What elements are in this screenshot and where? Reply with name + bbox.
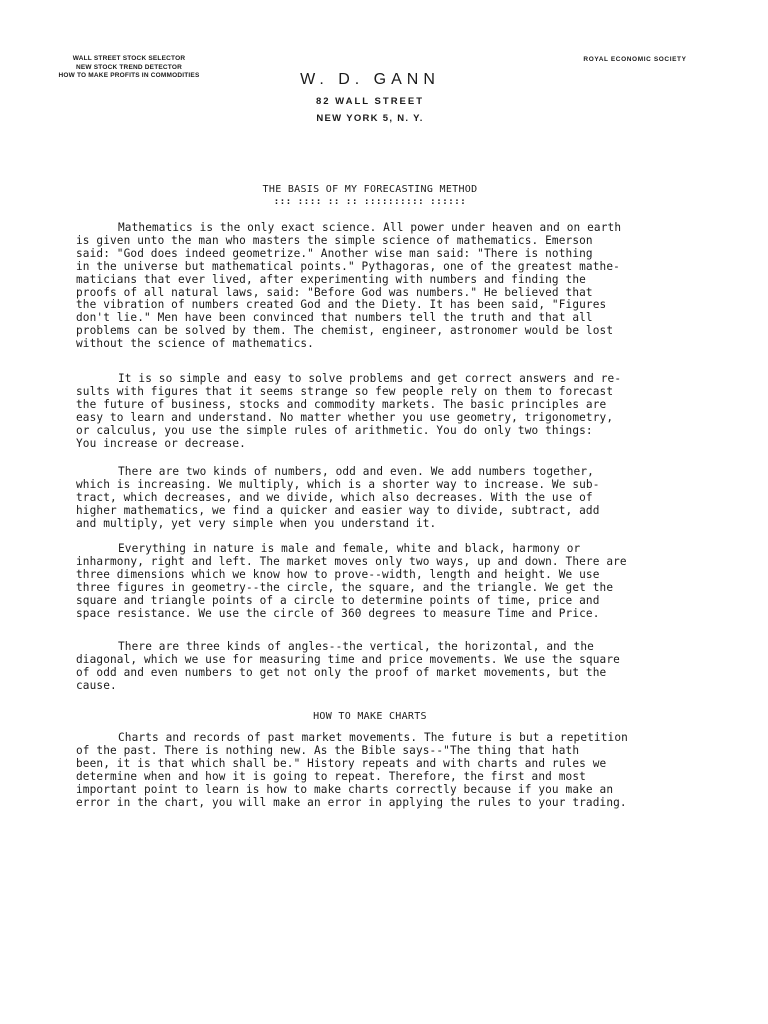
address-city: NEW YORK 5, N. Y. (316, 113, 424, 124)
text-line: Charts and records of past market movements. The future is but a repetition (118, 731, 628, 744)
text-line: is given unto the man who masters the simple science of mathematics. Emerson (76, 233, 593, 247)
text-line: important point to learn is how to make charts correctly because if you make an (76, 782, 614, 796)
text-line: problems can be solved by them. The chemist, engineer, astronomer would be lost (76, 324, 614, 338)
paragraph-3 (76, 466, 680, 531)
text-line: There are three kinds of angles--the vertical, the horizontal, and the (118, 640, 594, 653)
text-line: Mathematics is the only exact science. All power under heaven and on earth (118, 221, 622, 234)
document-title: THE BASIS OF MY FORECASTING METHOD (262, 184, 478, 195)
text-line: determine when and how it is going to repeat. Therefore, the first and most (76, 769, 586, 783)
paragraph-2 (76, 373, 680, 450)
text-line: error in the chart, you will make an error in applying the rules to your trading. (76, 795, 627, 809)
text-line: diagonal, which we use for measuring time and price movements. We use the square (76, 652, 620, 666)
author-name: W. D. GANN (300, 71, 440, 88)
text-line: You increase or decrease. (76, 436, 246, 450)
letterhead-publications (44, 55, 214, 81)
text-line: space resistance. We use the circle of 360 degrees to measure Time and Price. (76, 606, 600, 620)
text-line: and multiply, yet very simple when you understand it. (76, 516, 437, 530)
text-line: maticians that ever lived, after experimenting with numbers and finding the (76, 272, 586, 286)
text-line: square and triangle points of a circle to determine points of time, price and (76, 593, 600, 607)
text-line: inharmony, right and left. The market moves only two ways, up and down. There are (76, 554, 627, 568)
text-line: the vibration of numbers created God and the Diety. It has been said, "Figures (76, 298, 607, 312)
text-line: cause. (76, 678, 117, 692)
paragraph-1 (76, 222, 680, 351)
publication-title: WALL STREET STOCK SELECTOR (72, 55, 186, 62)
text-line: of the past. There is nothing new. As the Bible says--"The thing that hath (76, 743, 580, 757)
text-line: in the universe but mathematical points." Pythagoras, one of the greatest mathe- (76, 259, 620, 273)
text-line: don't lie." Men have been convinced that numbers tell the truth and that all (76, 311, 593, 325)
text-line: been, it is that which shall be." History repeats and with charts and rules we (76, 756, 607, 770)
address-street: 82 WALL STREET (315, 96, 425, 107)
publication-title: HOW TO MAKE PROFITS IN COMMODITIES (58, 72, 200, 79)
text-line: tract, which decreases, and we divide, which also decreases. With the use of (76, 490, 593, 504)
text-line: easy to learn and understand. No matter whether you use geometry, trigonometry, (76, 410, 614, 424)
text-line: It is so simple and easy to solve problems and get correct answers and re- (118, 372, 622, 385)
text-line: higher mathematics, we find a quicker and easier way to divide, subtract, add (76, 503, 600, 517)
text-line: which is increasing. We multiply, which is a shorter way to increase. We sub- (76, 477, 600, 491)
title-underline: ::: :::: :: :: :::::::::: :::::: (273, 197, 467, 207)
paragraph-6 (76, 732, 680, 809)
letterhead-society: ROYAL ECONOMIC SOCIETY (583, 56, 687, 63)
text-line: There are two kinds of numbers, odd and even. We add numbers together, (118, 465, 594, 478)
text-line: Everything in nature is male and female, white and black, harmony or (118, 542, 581, 555)
text-line: said: "God does indeed geometrize." Another wise man said: "There is nothing (76, 246, 593, 260)
text-line: three dimensions which we know how to prove--width, length and height. We use (76, 567, 600, 581)
publication-title: NEW STOCK TREND DETECTOR (75, 63, 183, 71)
text-line: of odd and even numbers to get not only the proof of market movements, but the (76, 665, 607, 679)
paragraph-5 (76, 641, 680, 693)
text-line: sults with figures that it seems strange so few people rely on them to forecast (76, 384, 614, 398)
text-line: proofs of all natural laws, said: "Before God was numbers." He believed that (76, 285, 593, 299)
text-line: or calculus, you use the simple rules of arithmetic. You do only two things: (76, 423, 593, 437)
text-line: without the science of mathematics. (76, 337, 314, 351)
section-title: HOW TO MAKE CHARTS (313, 711, 427, 722)
paragraph-4 (76, 543, 680, 620)
letterhead-main (220, 70, 520, 124)
text-line: the future of business, stocks and commodity markets. The basic principles are (76, 397, 607, 411)
text-line: three figures in geometry--the circle, the square, and the triangle. We get the (76, 580, 614, 594)
